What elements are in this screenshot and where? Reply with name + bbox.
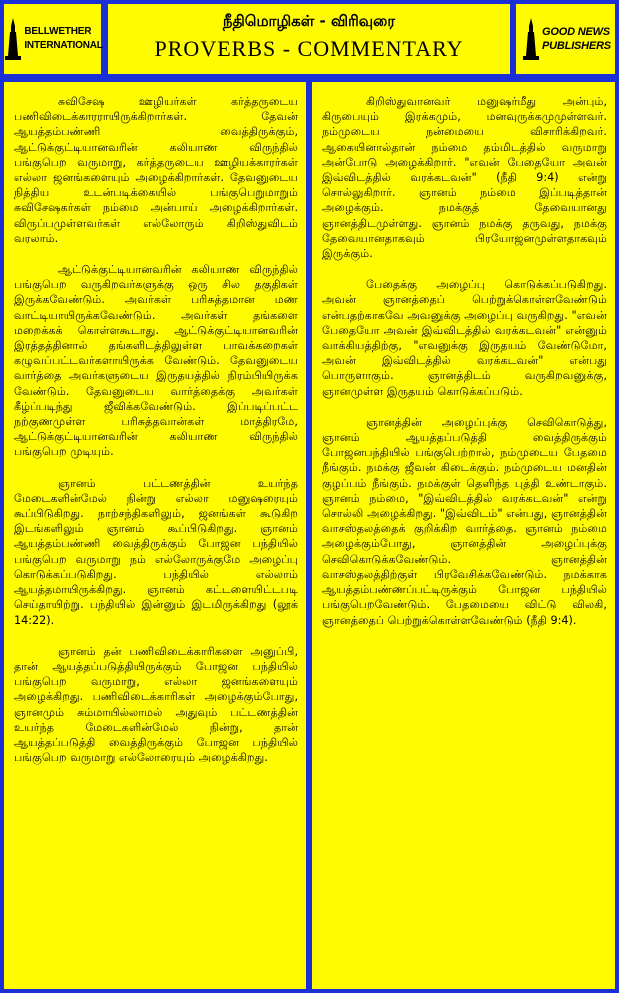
tower-icon [520, 16, 542, 62]
tower-icon [2, 16, 24, 62]
title-english: PROVERBS - COMMENTARY [154, 36, 464, 61]
good-news-logo [516, 4, 615, 74]
logo-right-line1: GOOD NEWS [542, 26, 610, 38]
header [0, 0, 619, 78]
title-tamil: நீதிமொழிகள் - விரிவுரை [222, 12, 396, 30]
left-column [4, 82, 306, 989]
logo-left-line2: INTERNATIONAL [24, 40, 103, 51]
paragraph: கிறிஸ்துவானவர் மனுஷர்மீது அன்பும், கிருபையும் இரக்கமும், மனவுருக்கமுமுள்ளவர். நம்முடைய நன்மையை விசாரிக்கிறவர். ஆகையினால்தான் நம்மை தம்மிடத்தில் வருமாறு அன்போடு அழைக்கிறார். "எவன் பேதையோ அவன் இவ்விடத்தில் வரக்கடவன்" (நீதி 9:4) என்று சொல்லுகிறார். ஞானம் நம்மை இப்படித்தான் அழைக்கும். நமக்குத் தேவையானது ஞானத்திடமுள்ளது. ஞானம் நமக்கு தருவது, நமக்கு தேவையானதாகவும் பிரயோஜனமுள்ளதாகவும் இருக்கும். [322, 95, 607, 261]
paragraph: ஞானத்தின் அழைப்புக்கு செவிகொடுத்து, ஞானம் ஆயத்தப்படுத்தி வைத்திருக்கும் போஜனபந்தியில் பங்குபெற்றால், நம்முடைய பேதமை நீங்கும். நமக்கு ஜீவன் கிடைக்கும். நம்முடைய மனதின் குழப்பம் நீங்கும். நமக்குள் தெளிந்த புத்தி உண்டாகும். ஞானம் நம்மை, "இவ்விடத்தில் வரக்கடவன்" என்று சொல்லி அழைக்கிறது. "இவ்விடம்" என்பது, ஞானத்தின் வாசஸ்தலத்தைக் குறிக்கிற வார்த்தை. ஞானம் நம்மை அழைக்கும்போது, ஞானத்தின் அழைப்புக்கு செவிகொடுக்கவேண்டும். ஞானத்தின் வாசஸ்தலத்திற்குள் பிரவேசிக்கவேண்டும். நமக்காக ஆயத்தம்பண்ணப்பட்டிருக்கும் போஜன பந்தியில் பங்குபெறவேண்டும். பேதமையை விட்டு விலகி, ஞானத்தைப் பெற்றுக்கொள்ளவேண்டும் (நீதி 9:4). [322, 415, 607, 627]
paragraph: பேதைக்கு அழைப்பு கொடுக்கப்படுகிறது. அவன் ஞானத்தைப் பெற்றுக்கொள்ளவேண்டும் என்பதற்காகவே அவனுக்கு அழைப்பு வருகிறது. "எவன் பேதையோ அவன் இவ்விடத்தில் வரக்கடவன்" என்னும் வாக்கியத்திற்கு, "எவனுக்கு இருதயம் வேண்டுமோ, அவன் இவ்விடத்தில் வரக்கடவன்" என்பது பொருளாகும். ஞானத்திடம் வருகிறவனுக்கு, ஞானமுள்ள இருதயம் கொடுக்கப்படும். [322, 278, 607, 398]
paragraph: ஆட்டுக்குட்டியானவரின் கலியாண விருந்தில் பங்குபெற வருகிறவர்களுக்கு ஒரு சில தகுதிகள் இருக்கவேண்டும். அவர்கள் பரிசுத்தமான மண வாட்டியாயிருக்கவேண்டும். அவர்கள் தங்களை மறைக்கக் கொள்ளகூடாது. ஆட்டுக்குட்டியானவரின் இரத்தத்தினால் தங்களிடத்திலுள்ள பாவக்கறைகள் கழுவப்பட்டவர்களாயிருக்க வேண்டும். தேவனுடைய வார்த்தை அவர்களுடைய இருதயத்தில் நிரம்பியிருக்க வேண்டும். தேவனுடைய வார்த்தைக்கு அவர்கள் கீழ்ப்படிந்து ஜீவிக்கவேண்டும். இப்படிப்பட்ட நற்குணமுள்ள பரிசுத்தவான்கள் மாத்திரமே, ஆட்டுக்குட்டியானவரின் கலியாண விருந்தில் பங்குபெற முடியும். [14, 263, 298, 459]
title-box [108, 4, 510, 74]
bellwether-logo [4, 4, 101, 74]
paragraph: ஞானம் பட்டணத்தின் உயர்ந்த மேடைகளின்மேல் நின்று எல்லா மனுஷரையும் கூப்பிடுகிறது. நாற்சந்திகளிலும், ஜனங்கள் கூடுகிற இடங்களிலும் ஞானம் கூப்பிடுகிறது. ஞானம் ஆயத்தம்பண்ணி வைத்திருக்கும் போஜன பந்தியில் பங்குபெற வருமாறு நம் எல்லோருக்குமே அழைப்பு கொடுக்கப்படுகிறது. பந்தியில் எல்லாம் ஆயத்தமாயிருக்கிறது. ஞானம் கட்டளையிட்டபடி செய்தாயிற்று. பந்தியில் இன்னும் இடமிருக்கிறது (லூக் 14:22). [14, 476, 298, 627]
logo-right-line2: PUBLISHERS [542, 40, 611, 52]
paragraph: ஞானம் தன் பணிவிடைக்காரிகளை அனுப்பி, தான் ஆயத்தப்படுத்தியிருக்கும் போஜன பந்தியில் பங்குபெற வருமாறு, எல்லா ஜனங்களையும் அழைக்கிறது. பணிவிடைக்காரிகள் அழைக்கும்போது, ஞானமும் சும்மாயில்லாமல் அதுவும் பட்டணத்தின் உயர்ந்த மேடைகளின்மேல் நின்று, தான் ஆயத்தப்படுத்தி வைத்திருக்கும் போஜன பந்தியில் பங்குபெற வருமாறு எல்லோரையும் அழைக்கிறது. [14, 644, 298, 765]
logo-left-line1: BELLWETHER [24, 26, 92, 37]
paragraph: சுவிசேஷ ஊழியர்கள் கர்த்தருடைய பணிவிடைக்காரராயிருக்கிறார்கள். தேவன் ஆயத்தம்பண்ணி வைத்திருக்கும், ஆட்டுக்குட்டியானவரின் கலியாண விருந்தில் பங்குபெற வருமாறு, கர்த்தருடைய ஊழியக்காரர்கள் எல்லா ஜனங்களையும் அழைக்கிறார்கள். தேவனுடைய நித்திய உடன்படிக்கையில் பங்குபெறுமாறும் சுவிசேஷகர்கள் நம்மை அன்பாய் அழைக்கிறார்கள். விருப்பமுள்ளவர்கள் எல்லோரும் கிறிஸ்துவிடம் வரலாம். [14, 95, 298, 245]
right-column [312, 82, 615, 989]
